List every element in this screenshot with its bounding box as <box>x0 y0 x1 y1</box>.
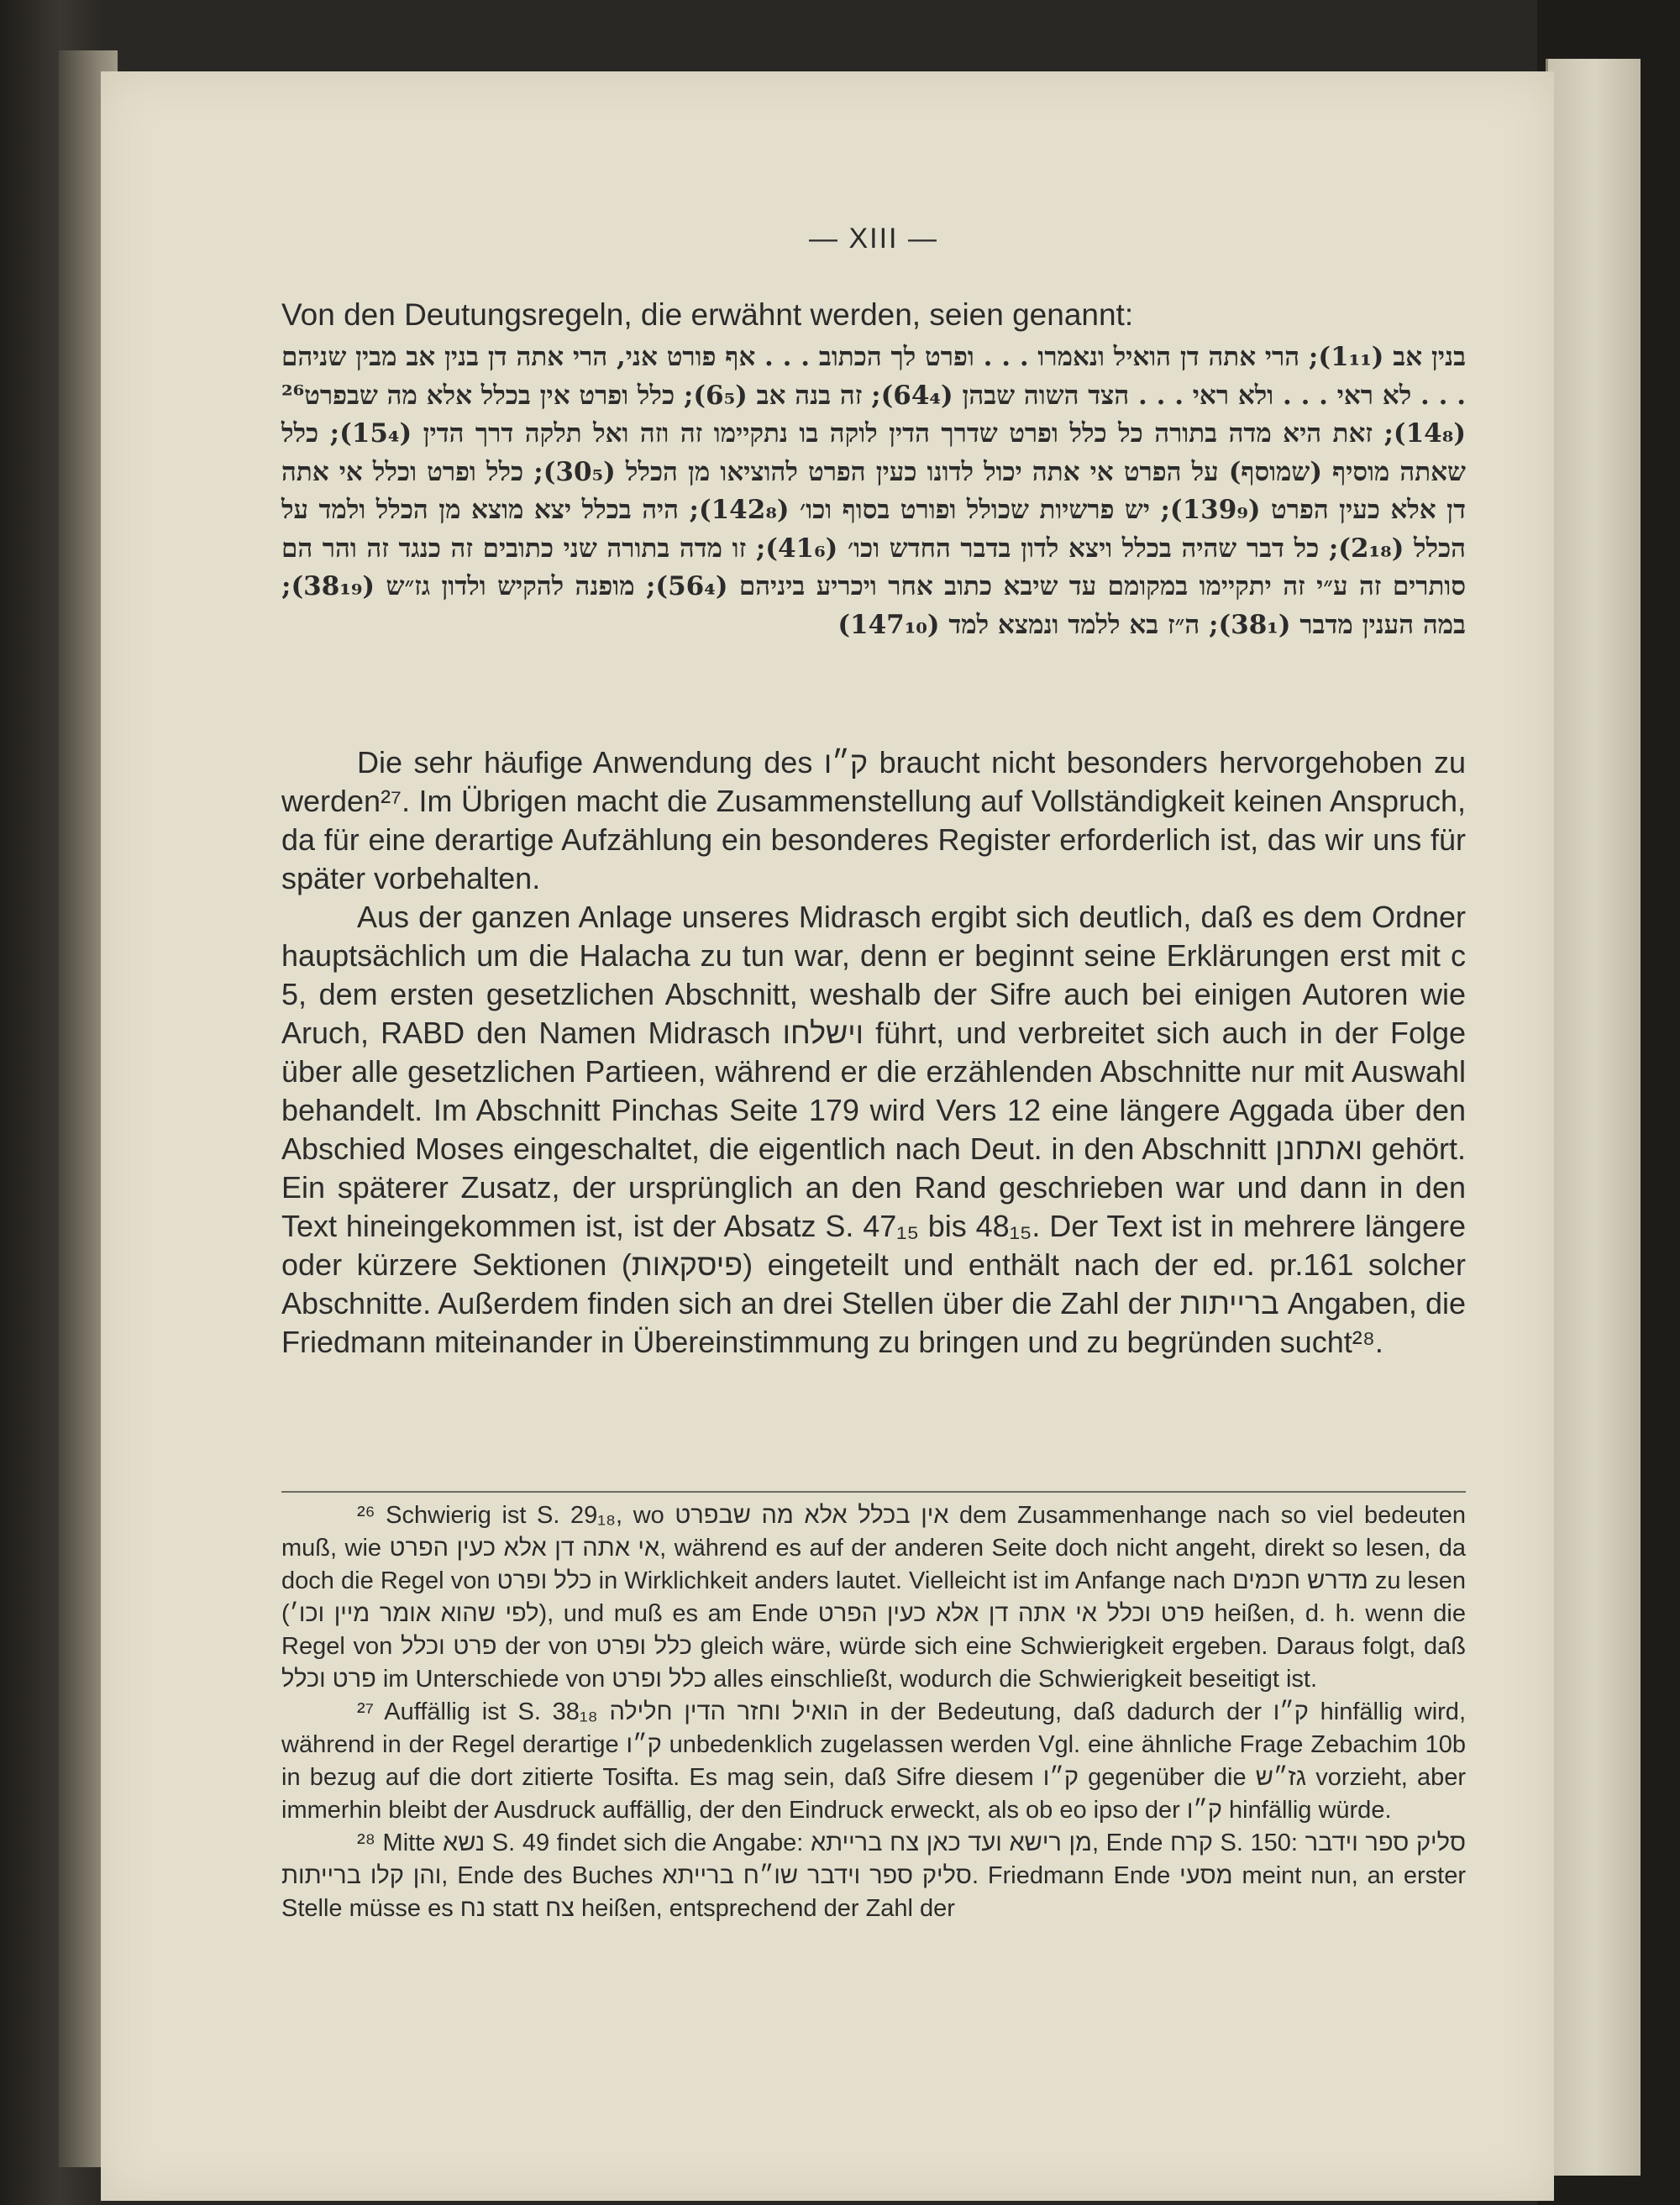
paragraph: Aus der ganzen Anlage unseres Midrasch ergibt sich deutlich, daß es dem Ordner hauptsächlich um die Halacha zu tun war, denn er beginnt seine Erklärungen erst mit c 5, dem ersten gesetzlichen Abschnitt, weshalb der Sifre auch bei einigen Autoren wie Aruch, RABD den Namen Midrasch וישלחו führt, und verbreitet sich auch in der Folge über alle gesetzlichen Partieen, während er die erzählenden Abschnitte nur mit Auswahl behandelt. Im Abschnitt Pinchas Seite 179 wird Vers 12 eine längere Aggada über den Abschied Moses eingeschaltet, die eigentlich nach Deut. in den Abschnitt ואתחנן gehört. Ein späterer Zusatz, der ursprünglich an den Rand geschrieben war und dann in den Text hineingekommen ist, ist der Absatz S. 47₁₅ bis 48₁₅. Der Text ist in mehrere längere oder kürzere Sektionen (פיסקאות) eingeteilt und enthält nach der ed. pr.161 solcher Abschnitte. Außerdem finden sich an drei Stellen über die Zahl der ברייתות Angaben, die Friedmann miteinander in Übereinstimmung zu bringen und zu begründen sucht²⁸. <box>281 900 1467 1359</box>
footnote-27: ²⁷ Auffällig ist S. 38₁₈ הואיל וחזר הדין חלילה in der Bedeutung, daß dadurch der ק״ו hinfällig wird, während in der Regel derartige ק״ו unbedenklich zugelassen werden Vgl. eine ähnliche Frage Zebachim 10b in bezug auf die dort zitierte Tosifta. Es mag sein, daß Sifre diesem ק״ו gegenüber die גז״ש vorzieht, aber immerhin bleibt der Ausdruck auffällig, der den Eindruck erweckt, als ob eo ipso der ק״ו hinfällig würde. <box>281 1698 1466 1824</box>
body-text <box>281 743 1466 1362</box>
book-page <box>101 71 1554 2201</box>
footnote-28: ²⁸ Mitte נשא S. 49 findet sich die Angabe: מן רישא ועד כאן צח ברייתא, Ende קרח S. 150: סליק ספר וידבר והן קלו ברייתות, Ende des Buches סליק ספר וידבר שו״ח ברייתא. Friedmann Ende מסעי meint nun, an erster Stelle müsse es נח statt צח heißen, entsprechend der Zahl der <box>281 1830 1467 1922</box>
next-page-edge <box>1546 59 1641 2176</box>
intro-line: Von den Deutungsregeln, die erwähnt werden, seien genannt: <box>281 297 1134 332</box>
page-number: — XIII — <box>809 223 938 255</box>
paragraph: Die sehr häufige Anwendung des ק״ו braucht nicht besonders hervorgehoben zu werden²⁷. Im Übrigen macht die Zusammenstellung auf Vollständigkeit keinen Anspruch, da für eine derartige Aufzählung ein besonderes Register erforderlich ist, das wir uns für später vorbehalten. <box>281 745 1466 895</box>
hebrew-rules-block: בנין אב (1₁₁); הרי אתה דן הואיל ונאמרו . . . ופרט לך הכתוב . . . אף פורט אני, הרי אתה דן בנין אב מבין שניהם . . . לא ראי . . . ולא ראי . . . הצד השוה שבהן (64₄); זה בנה אב (6₅); כלל ופרט אין בכלל אלא מה שבפרט²⁶ (14₈); זאת היא מדה בתורה כל כלל ופרט שדרך הדין לוקה בו נתקיימו זה וזה ואל תלקה דרך הדין (15₄); כלל שאתה מוסיף (שמוסף) על הפרט אי אתה יכול לדונו כעין הפרט להוציאו מן הכלל (30₅); כלל ופרט וכלל אי אתה דן אלא כעין הפרט (139₉); יש פרשיות שכולל ופורט בסוף וכו׳ (142₈); היה בכלל יצא מוצא מן הכלל ולמד על הכלל (2₁₈); כל דבר שהיה בכלל ויצא לדון בדבר החדש וכו׳ (41₆); זו מדה בתורה שני כתובים זה כנגד זה והר הם סותרים זה ע״י זה יתקיימו במקומם עד שיבא כתוב אחר ויכריע ביניהם (56₄); מופנה להקיש ולדון גז״ש (38₁₉); במה הענין מדבר (38₁); ה״ז בא ללמד ונמצא למד (147₁₀) <box>281 342 1467 640</box>
footnote-26: ²⁶ Schwierig ist S. 29₁₈, wo אין בכלל אלא מה שבפרט dem Zusammenhange nach so viel bedeuten muß, wie אי אתה דן אלא כעין הפרט, während es auf der anderen Seite doch nicht angeht, direkt so lesen, da doch die Regel von כלל ופרט in Wirklichkeit anders lautet. Vielleicht ist im Anfange nach מדרש חכמים zu lesen (לפי שהוא אומר מיין וכו׳), und muß es am Ende פרט וכלל אי אתה דן אלא כעין הפרט heißen, d. h. wenn die Regel von פרט וכלל der von כלל ופרט gleich wäre, würde sich eine Schwierigkeit ergeben. Daraus folgt, daß פרט וכלל im Unterschiede von כלל ופרט alles einschließt, wodurch die Schwierigkeit beseitigt ist. <box>281 1502 1466 1693</box>
footnotes <box>281 1499 1466 1925</box>
footnote-divider <box>281 1491 1466 1493</box>
